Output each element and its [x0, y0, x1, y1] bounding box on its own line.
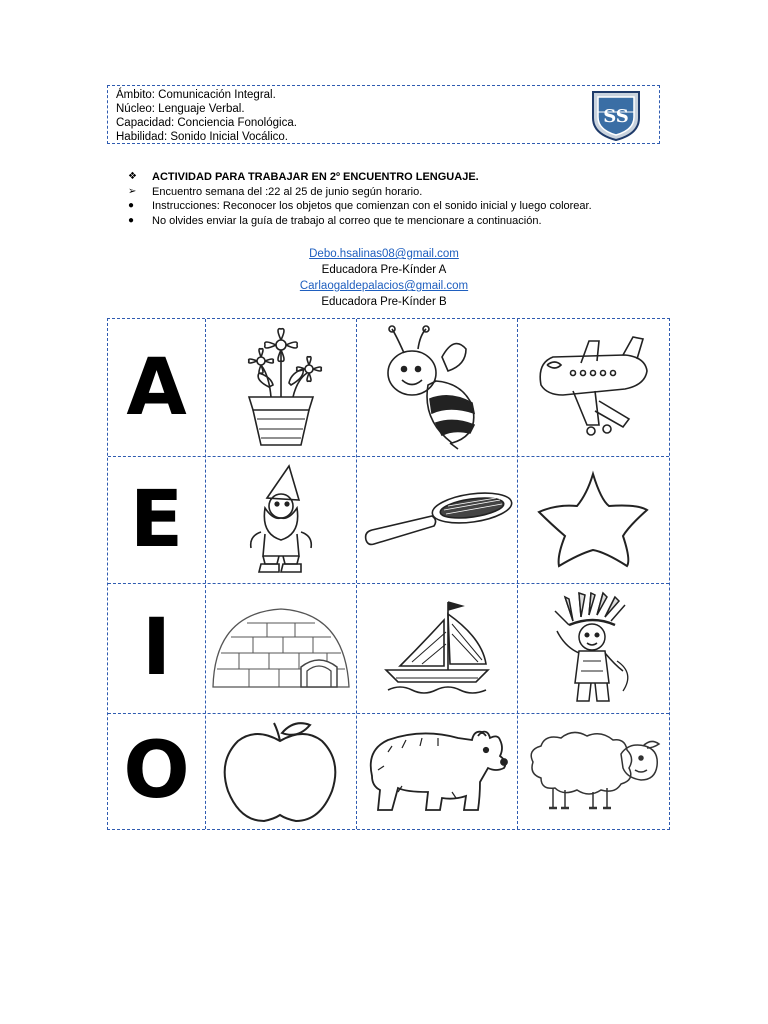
- instruction-text: Instrucciones: Reconocer los objetos que comienzan con el sonido inicial y luego colorear.: [152, 200, 592, 212]
- instruction-item: [128, 170, 592, 185]
- arrow-bullet-icon: ➢: [128, 185, 137, 197]
- vowel-letter: E: [129, 474, 184, 565]
- header-habilidad: Habilidad: Sonido Inicial Vocálico.: [116, 131, 288, 143]
- image-cell[interactable]: [356, 713, 517, 828]
- header-capacidad: Capacidad: Conciencia Fonológica.: [116, 117, 297, 129]
- role-b: Educadora Pre-Kínder B: [321, 296, 447, 308]
- image-cell[interactable]: [517, 583, 668, 713]
- vowel-letter: A: [126, 342, 187, 433]
- igloo-icon: [209, 603, 353, 693]
- vowel-grid: [107, 318, 670, 830]
- header-lines: [116, 88, 297, 144]
- image-cell[interactable]: [356, 583, 517, 713]
- instruction-item: [128, 199, 592, 214]
- image-cell[interactable]: [205, 456, 356, 583]
- instruction-text: No olvides enviar la guía de trabajo al correo que te mencionare a continuación.: [152, 214, 542, 227]
- apple-icon: [216, 717, 346, 825]
- bear-icon: [362, 726, 512, 816]
- image-cell[interactable]: [205, 319, 356, 456]
- flower-pot-icon: [231, 325, 331, 450]
- image-cell[interactable]: [205, 713, 356, 828]
- email-link-b[interactable]: Carlaogaldepalacios@gmail.com: [299, 280, 469, 292]
- sheep-icon: [523, 728, 663, 813]
- school-crest-logo: [589, 88, 643, 142]
- diamond-bullet-icon: ❖: [128, 171, 137, 182]
- bee-icon: [382, 325, 492, 450]
- image-cell[interactable]: [356, 319, 517, 456]
- header-box: [107, 85, 660, 144]
- email-link-a[interactable]: Debo.hsalinas08@gmail.com: [309, 248, 459, 260]
- letter-cell: [108, 713, 205, 828]
- airplane-icon: [533, 333, 653, 443]
- letter-cell: [108, 319, 205, 456]
- dot-bullet-icon: ●: [128, 200, 135, 211]
- instruction-item: [128, 214, 592, 229]
- crest-text: SS: [603, 106, 629, 127]
- contacts: [0, 246, 768, 310]
- instruction-item: [128, 185, 592, 200]
- star-icon: [533, 470, 653, 570]
- image-cell[interactable]: [356, 456, 517, 583]
- sailboat-icon: [382, 598, 492, 698]
- role-a: Educadora Pre-Kínder A: [321, 264, 447, 276]
- gnome-icon: [241, 464, 321, 576]
- letter-cell: [108, 456, 205, 583]
- vowel-letter: I: [141, 603, 172, 693]
- vowel-letter: O: [123, 725, 190, 816]
- image-cell[interactable]: [205, 583, 356, 713]
- header-ambito: Ámbito: Comunicación Integral.: [116, 89, 276, 101]
- image-cell[interactable]: [517, 713, 668, 828]
- instructions-list: [128, 170, 592, 228]
- instruction-text: Encuentro semana del :22 al 25 de junio según horario.: [152, 185, 423, 198]
- native-child-icon: [543, 591, 643, 706]
- header-nucleo: Núcleo: Lenguaje Verbal.: [116, 103, 245, 115]
- instruction-text: ACTIVIDAD PARA TRABAJAR EN 2º ENCUENTRO LENGUAJE.: [152, 171, 479, 183]
- dot-bullet-icon: ●: [128, 214, 135, 226]
- image-cell[interactable]: [517, 319, 668, 456]
- letter-cell: [108, 583, 205, 713]
- brush-icon: [362, 490, 512, 550]
- image-cell[interactable]: [517, 456, 668, 583]
